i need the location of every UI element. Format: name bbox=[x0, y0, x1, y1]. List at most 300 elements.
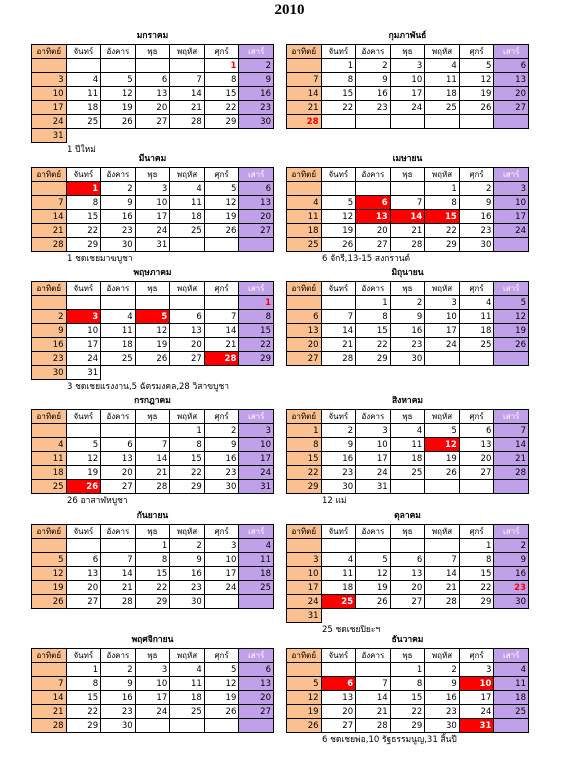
holiday-cell[interactable]: 14 bbox=[390, 210, 425, 224]
day-cell[interactable]: 6 bbox=[239, 182, 274, 196]
day-cell[interactable]: 30 bbox=[101, 238, 136, 252]
day-cell[interactable]: 2 bbox=[101, 663, 136, 677]
day-cell[interactable]: 4 bbox=[239, 539, 274, 553]
day-cell[interactable]: 5 bbox=[204, 182, 239, 196]
holiday-cell[interactable]: 25 bbox=[321, 595, 356, 609]
day-cell[interactable]: 5 bbox=[356, 553, 391, 567]
day-cell[interactable]: 6 bbox=[66, 553, 101, 567]
day-cell[interactable]: 23 bbox=[356, 101, 391, 115]
day-cell[interactable]: 25 bbox=[66, 115, 101, 129]
day-cell[interactable]: 29 bbox=[135, 595, 170, 609]
day-cell[interactable]: 23 bbox=[32, 352, 67, 366]
day-cell[interactable]: 19 bbox=[135, 338, 170, 352]
day-cell[interactable]: 15 bbox=[204, 87, 239, 101]
holiday-cell[interactable]: 15 bbox=[425, 210, 460, 224]
day-cell[interactable]: 19 bbox=[287, 705, 322, 719]
day-cell[interactable]: 19 bbox=[32, 581, 67, 595]
day-cell[interactable]: 22 bbox=[170, 466, 205, 480]
day-cell[interactable]: 8 bbox=[425, 196, 460, 210]
day-cell[interactable]: 14 bbox=[170, 87, 205, 101]
day-cell[interactable]: 20 bbox=[66, 581, 101, 595]
day-cell[interactable]: 7 bbox=[425, 553, 460, 567]
day-cell[interactable]: 11 bbox=[32, 452, 67, 466]
day-cell[interactable]: 27 bbox=[239, 705, 274, 719]
day-cell[interactable]: 19 bbox=[425, 452, 460, 466]
day-cell[interactable]: 9 bbox=[204, 438, 239, 452]
day-cell[interactable]: 11 bbox=[101, 324, 136, 338]
day-cell[interactable]: 7 bbox=[32, 196, 67, 210]
day-cell[interactable]: 15 bbox=[66, 691, 101, 705]
day-cell[interactable]: 18 bbox=[459, 324, 494, 338]
day-cell[interactable]: 17 bbox=[135, 691, 170, 705]
day-cell[interactable]: 15 bbox=[170, 452, 205, 466]
day-cell[interactable]: 6 bbox=[287, 310, 322, 324]
day-cell[interactable]: 13 bbox=[494, 73, 529, 87]
day-cell[interactable]: 24 bbox=[459, 705, 494, 719]
day-cell[interactable]: 21 bbox=[204, 338, 239, 352]
day-cell[interactable]: 15 bbox=[356, 324, 391, 338]
day-cell[interactable]: 28 bbox=[356, 719, 391, 733]
day-cell[interactable]: 13 bbox=[170, 324, 205, 338]
day-cell[interactable]: 10 bbox=[66, 324, 101, 338]
day-cell[interactable]: 26 bbox=[356, 595, 391, 609]
day-cell[interactable]: 27 bbox=[135, 115, 170, 129]
holiday-cell[interactable]: 1 bbox=[66, 182, 101, 196]
day-cell[interactable]: 4 bbox=[459, 296, 494, 310]
day-cell[interactable]: 1 bbox=[425, 182, 460, 196]
day-cell[interactable]: 14 bbox=[321, 324, 356, 338]
day-cell[interactable]: 24 bbox=[494, 224, 529, 238]
day-cell[interactable]: 3 bbox=[32, 73, 67, 87]
day-cell[interactable]: 19 bbox=[356, 581, 391, 595]
day-cell[interactable]: 25 bbox=[170, 224, 205, 238]
day-cell[interactable]: 9 bbox=[101, 196, 136, 210]
day-cell[interactable]: 25 bbox=[239, 581, 274, 595]
holiday-cell[interactable]: 5 bbox=[135, 310, 170, 324]
day-cell[interactable]: 19 bbox=[204, 691, 239, 705]
day-cell[interactable]: 26 bbox=[135, 352, 170, 366]
day-cell[interactable]: 24 bbox=[287, 595, 322, 609]
day-cell[interactable]: 26 bbox=[287, 719, 322, 733]
day-cell[interactable]: 6 bbox=[390, 553, 425, 567]
day-cell[interactable]: 9 bbox=[459, 196, 494, 210]
day-cell[interactable]: 21 bbox=[321, 338, 356, 352]
day-cell[interactable]: 26 bbox=[494, 338, 529, 352]
day-cell[interactable]: 30 bbox=[101, 719, 136, 733]
day-cell[interactable]: 14 bbox=[32, 691, 67, 705]
holiday-cell[interactable]: 10 bbox=[459, 677, 494, 691]
day-cell[interactable]: 24 bbox=[390, 101, 425, 115]
day-cell[interactable]: 19 bbox=[101, 101, 136, 115]
day-cell[interactable]: 7 bbox=[204, 310, 239, 324]
day-cell[interactable]: 8 bbox=[66, 196, 101, 210]
day-cell[interactable]: 27 bbox=[356, 238, 391, 252]
day-cell[interactable]: 21 bbox=[170, 101, 205, 115]
day-cell[interactable]: 23 bbox=[170, 581, 205, 595]
day-cell[interactable]: 9 bbox=[101, 677, 136, 691]
day-cell[interactable]: 7 bbox=[356, 677, 391, 691]
holiday-cell[interactable]: 6 bbox=[321, 677, 356, 691]
day-cell[interactable]: 18 bbox=[494, 691, 529, 705]
day-cell[interactable]: 20 bbox=[287, 338, 322, 352]
day-cell[interactable]: 30 bbox=[425, 719, 460, 733]
day-cell[interactable]: 18 bbox=[321, 581, 356, 595]
day-cell[interactable]: 15 bbox=[390, 691, 425, 705]
day-cell[interactable]: 17 bbox=[459, 691, 494, 705]
day-cell[interactable]: 12 bbox=[101, 87, 136, 101]
day-cell[interactable]: 5 bbox=[204, 663, 239, 677]
day-cell[interactable]: 25 bbox=[459, 338, 494, 352]
day-cell[interactable]: 21 bbox=[32, 224, 67, 238]
day-cell[interactable]: 9 bbox=[239, 73, 274, 87]
day-cell[interactable]: 2 bbox=[494, 539, 529, 553]
day-cell[interactable]: 22 bbox=[135, 581, 170, 595]
day-cell[interactable]: 12 bbox=[204, 677, 239, 691]
day-cell[interactable]: 13 bbox=[321, 691, 356, 705]
day-cell[interactable]: 20 bbox=[356, 224, 391, 238]
day-cell[interactable]: 14 bbox=[425, 567, 460, 581]
day-cell[interactable]: 11 bbox=[287, 210, 322, 224]
day-cell[interactable]: 10 bbox=[135, 196, 170, 210]
holiday-cell[interactable]: 31 bbox=[459, 719, 494, 733]
day-cell[interactable]: 20 bbox=[390, 581, 425, 595]
day-cell[interactable]: 8 bbox=[204, 73, 239, 87]
day-cell[interactable]: 7 bbox=[494, 424, 529, 438]
day-cell[interactable]: 10 bbox=[356, 438, 391, 452]
day-cell[interactable]: 22 bbox=[425, 224, 460, 238]
day-cell[interactable]: 30 bbox=[170, 595, 205, 609]
day-cell[interactable]: 28 bbox=[494, 466, 529, 480]
day-cell[interactable]: 21 bbox=[101, 581, 136, 595]
day-cell[interactable]: 4 bbox=[390, 424, 425, 438]
day-cell[interactable]: 27 bbox=[390, 595, 425, 609]
day-cell[interactable]: 3 bbox=[356, 424, 391, 438]
day-cell[interactable]: 22 bbox=[321, 101, 356, 115]
day-cell[interactable]: 23 bbox=[239, 101, 274, 115]
day-cell[interactable]: 8 bbox=[239, 310, 274, 324]
day-cell[interactable]: 25 bbox=[425, 101, 460, 115]
day-cell[interactable]: 13 bbox=[239, 677, 274, 691]
day-cell[interactable]: 6 bbox=[101, 438, 136, 452]
day-cell[interactable]: 13 bbox=[459, 438, 494, 452]
day-cell[interactable]: 29 bbox=[204, 115, 239, 129]
day-cell[interactable]: 8 bbox=[459, 553, 494, 567]
day-cell[interactable]: 24 bbox=[425, 338, 460, 352]
day-cell[interactable]: 17 bbox=[287, 581, 322, 595]
day-cell[interactable]: 23 bbox=[494, 581, 529, 595]
day-cell[interactable]: 16 bbox=[494, 567, 529, 581]
day-cell[interactable]: 4 bbox=[32, 438, 67, 452]
day-cell[interactable]: 26 bbox=[321, 238, 356, 252]
day-cell[interactable]: 19 bbox=[494, 324, 529, 338]
day-cell[interactable]: 28 bbox=[287, 115, 322, 129]
day-cell[interactable]: 20 bbox=[321, 705, 356, 719]
day-cell[interactable]: 11 bbox=[425, 73, 460, 87]
day-cell[interactable]: 4 bbox=[321, 553, 356, 567]
day-cell[interactable]: 7 bbox=[135, 438, 170, 452]
day-cell[interactable]: 9 bbox=[32, 324, 67, 338]
day-cell[interactable]: 7 bbox=[321, 310, 356, 324]
day-cell[interactable]: 8 bbox=[287, 438, 322, 452]
day-cell[interactable]: 27 bbox=[170, 352, 205, 366]
day-cell[interactable]: 7 bbox=[287, 73, 322, 87]
day-cell[interactable]: 21 bbox=[390, 224, 425, 238]
day-cell[interactable]: 15 bbox=[459, 567, 494, 581]
day-cell[interactable]: 2 bbox=[390, 296, 425, 310]
day-cell[interactable]: 9 bbox=[425, 677, 460, 691]
day-cell[interactable]: 7 bbox=[170, 73, 205, 87]
day-cell[interactable]: 17 bbox=[204, 567, 239, 581]
day-cell[interactable]: 19 bbox=[459, 87, 494, 101]
day-cell[interactable]: 27 bbox=[287, 352, 322, 366]
day-cell[interactable]: 12 bbox=[459, 73, 494, 87]
day-cell[interactable]: 6 bbox=[459, 424, 494, 438]
day-cell[interactable]: 10 bbox=[239, 438, 274, 452]
day-cell[interactable]: 1 bbox=[390, 663, 425, 677]
day-cell[interactable]: 24 bbox=[32, 115, 67, 129]
day-cell[interactable]: 18 bbox=[170, 691, 205, 705]
day-cell[interactable]: 22 bbox=[287, 466, 322, 480]
day-cell[interactable]: 21 bbox=[494, 452, 529, 466]
day-cell[interactable]: 3 bbox=[287, 553, 322, 567]
holiday-cell[interactable]: 3 bbox=[66, 310, 101, 324]
holiday-cell[interactable]: 26 bbox=[66, 480, 101, 494]
day-cell[interactable]: 20 bbox=[170, 338, 205, 352]
day-cell[interactable]: 25 bbox=[32, 480, 67, 494]
day-cell[interactable]: 2 bbox=[170, 539, 205, 553]
day-cell[interactable]: 11 bbox=[390, 438, 425, 452]
day-cell[interactable]: 27 bbox=[494, 101, 529, 115]
day-cell[interactable]: 18 bbox=[32, 466, 67, 480]
day-cell[interactable]: 22 bbox=[66, 224, 101, 238]
day-cell[interactable]: 31 bbox=[239, 480, 274, 494]
day-cell[interactable]: 2 bbox=[101, 182, 136, 196]
day-cell[interactable]: 3 bbox=[135, 182, 170, 196]
day-cell[interactable]: 18 bbox=[239, 567, 274, 581]
day-cell[interactable]: 30 bbox=[390, 352, 425, 366]
day-cell[interactable]: 8 bbox=[66, 677, 101, 691]
day-cell[interactable]: 14 bbox=[32, 210, 67, 224]
day-cell[interactable]: 28 bbox=[32, 719, 67, 733]
day-cell[interactable]: 14 bbox=[494, 438, 529, 452]
day-cell[interactable]: 18 bbox=[390, 452, 425, 466]
day-cell[interactable]: 18 bbox=[66, 101, 101, 115]
day-cell[interactable]: 8 bbox=[356, 310, 391, 324]
day-cell[interactable]: 13 bbox=[135, 87, 170, 101]
day-cell[interactable]: 16 bbox=[356, 87, 391, 101]
day-cell[interactable]: 11 bbox=[66, 87, 101, 101]
day-cell[interactable]: 29 bbox=[459, 595, 494, 609]
day-cell[interactable]: 18 bbox=[170, 210, 205, 224]
day-cell[interactable]: 10 bbox=[135, 677, 170, 691]
day-cell[interactable]: 22 bbox=[356, 338, 391, 352]
day-cell[interactable]: 24 bbox=[204, 581, 239, 595]
day-cell[interactable]: 9 bbox=[356, 73, 391, 87]
day-cell[interactable]: 16 bbox=[204, 452, 239, 466]
day-cell[interactable]: 16 bbox=[425, 691, 460, 705]
day-cell[interactable]: 22 bbox=[459, 581, 494, 595]
day-cell[interactable]: 6 bbox=[239, 663, 274, 677]
day-cell[interactable]: 14 bbox=[135, 452, 170, 466]
day-cell[interactable]: 28 bbox=[425, 595, 460, 609]
day-cell[interactable]: 28 bbox=[101, 595, 136, 609]
day-cell[interactable]: 20 bbox=[459, 452, 494, 466]
day-cell[interactable]: 4 bbox=[170, 663, 205, 677]
day-cell[interactable]: 1 bbox=[66, 663, 101, 677]
day-cell[interactable]: 13 bbox=[287, 324, 322, 338]
day-cell[interactable]: 30 bbox=[32, 366, 67, 380]
day-cell[interactable]: 8 bbox=[321, 73, 356, 87]
day-cell[interactable]: 18 bbox=[101, 338, 136, 352]
day-cell[interactable]: 4 bbox=[66, 73, 101, 87]
day-cell[interactable]: 29 bbox=[170, 480, 205, 494]
day-cell[interactable]: 21 bbox=[425, 581, 460, 595]
day-cell[interactable]: 1 bbox=[204, 59, 239, 73]
day-cell[interactable]: 20 bbox=[135, 101, 170, 115]
day-cell[interactable]: 25 bbox=[170, 705, 205, 719]
day-cell[interactable]: 3 bbox=[135, 663, 170, 677]
day-cell[interactable]: 1 bbox=[459, 539, 494, 553]
day-cell[interactable]: 8 bbox=[170, 438, 205, 452]
day-cell[interactable]: 7 bbox=[32, 677, 67, 691]
day-cell[interactable]: 30 bbox=[321, 480, 356, 494]
day-cell[interactable]: 19 bbox=[204, 210, 239, 224]
day-cell[interactable]: 12 bbox=[135, 324, 170, 338]
day-cell[interactable]: 11 bbox=[494, 677, 529, 691]
day-cell[interactable]: 24 bbox=[66, 352, 101, 366]
day-cell[interactable]: 24 bbox=[135, 224, 170, 238]
day-cell[interactable]: 20 bbox=[494, 87, 529, 101]
day-cell[interactable]: 22 bbox=[204, 101, 239, 115]
day-cell[interactable]: 14 bbox=[356, 691, 391, 705]
day-cell[interactable]: 27 bbox=[239, 224, 274, 238]
day-cell[interactable]: 23 bbox=[101, 224, 136, 238]
day-cell[interactable]: 11 bbox=[170, 196, 205, 210]
day-cell[interactable]: 24 bbox=[135, 705, 170, 719]
day-cell[interactable]: 20 bbox=[101, 466, 136, 480]
day-cell[interactable]: 3 bbox=[494, 182, 529, 196]
day-cell[interactable]: 30 bbox=[459, 238, 494, 252]
day-cell[interactable]: 31 bbox=[287, 609, 322, 623]
holiday-cell[interactable]: 13 bbox=[356, 210, 391, 224]
day-cell[interactable]: 14 bbox=[204, 324, 239, 338]
day-cell[interactable]: 25 bbox=[390, 466, 425, 480]
day-cell[interactable]: 3 bbox=[459, 663, 494, 677]
day-cell[interactable]: 25 bbox=[494, 705, 529, 719]
day-cell[interactable]: 20 bbox=[239, 210, 274, 224]
day-cell[interactable]: 29 bbox=[239, 352, 274, 366]
day-cell[interactable]: 1 bbox=[321, 59, 356, 73]
day-cell[interactable]: 9 bbox=[390, 310, 425, 324]
day-cell[interactable]: 9 bbox=[170, 553, 205, 567]
day-cell[interactable]: 16 bbox=[321, 452, 356, 466]
day-cell[interactable]: 28 bbox=[390, 238, 425, 252]
day-cell[interactable]: 27 bbox=[321, 719, 356, 733]
day-cell[interactable]: 17 bbox=[239, 452, 274, 466]
day-cell[interactable]: 25 bbox=[287, 238, 322, 252]
day-cell[interactable]: 9 bbox=[321, 438, 356, 452]
day-cell[interactable]: 21 bbox=[135, 466, 170, 480]
day-cell[interactable]: 10 bbox=[390, 73, 425, 87]
day-cell[interactable]: 11 bbox=[321, 567, 356, 581]
day-cell[interactable]: 26 bbox=[459, 101, 494, 115]
day-cell[interactable]: 31 bbox=[356, 480, 391, 494]
day-cell[interactable]: 16 bbox=[459, 210, 494, 224]
day-cell[interactable]: 12 bbox=[494, 310, 529, 324]
day-cell[interactable]: 10 bbox=[425, 310, 460, 324]
day-cell[interactable]: 10 bbox=[204, 553, 239, 567]
day-cell[interactable]: 26 bbox=[425, 466, 460, 480]
day-cell[interactable]: 15 bbox=[239, 324, 274, 338]
day-cell[interactable]: 5 bbox=[101, 73, 136, 87]
day-cell[interactable]: 11 bbox=[239, 553, 274, 567]
day-cell[interactable]: 15 bbox=[135, 567, 170, 581]
day-cell[interactable]: 3 bbox=[239, 424, 274, 438]
day-cell[interactable]: 4 bbox=[170, 182, 205, 196]
day-cell[interactable]: 6 bbox=[170, 310, 205, 324]
day-cell[interactable]: 3 bbox=[204, 539, 239, 553]
day-cell[interactable]: 12 bbox=[321, 210, 356, 224]
day-cell[interactable]: 27 bbox=[101, 480, 136, 494]
day-cell[interactable]: 29 bbox=[287, 480, 322, 494]
day-cell[interactable]: 22 bbox=[390, 705, 425, 719]
day-cell[interactable]: 1 bbox=[356, 296, 391, 310]
day-cell[interactable]: 25 bbox=[101, 352, 136, 366]
day-cell[interactable]: 4 bbox=[101, 310, 136, 324]
day-cell[interactable]: 8 bbox=[390, 677, 425, 691]
day-cell[interactable]: 19 bbox=[66, 466, 101, 480]
day-cell[interactable]: 5 bbox=[321, 196, 356, 210]
day-cell[interactable]: 13 bbox=[66, 567, 101, 581]
day-cell[interactable]: 2 bbox=[459, 182, 494, 196]
day-cell[interactable]: 23 bbox=[425, 705, 460, 719]
day-cell[interactable]: 11 bbox=[459, 310, 494, 324]
day-cell[interactable]: 14 bbox=[101, 567, 136, 581]
day-cell[interactable]: 13 bbox=[101, 452, 136, 466]
day-cell[interactable]: 12 bbox=[356, 567, 391, 581]
day-cell[interactable]: 10 bbox=[494, 196, 529, 210]
day-cell[interactable]: 1 bbox=[239, 296, 274, 310]
day-cell[interactable]: 30 bbox=[204, 480, 239, 494]
day-cell[interactable]: 5 bbox=[459, 59, 494, 73]
day-cell[interactable]: 5 bbox=[32, 553, 67, 567]
day-cell[interactable]: 17 bbox=[390, 87, 425, 101]
day-cell[interactable]: 2 bbox=[425, 663, 460, 677]
day-cell[interactable]: 26 bbox=[204, 705, 239, 719]
day-cell[interactable]: 31 bbox=[66, 366, 101, 380]
day-cell[interactable]: 16 bbox=[101, 210, 136, 224]
day-cell[interactable]: 15 bbox=[66, 210, 101, 224]
day-cell[interactable]: 21 bbox=[287, 101, 322, 115]
day-cell[interactable]: 10 bbox=[32, 87, 67, 101]
day-cell[interactable]: 17 bbox=[425, 324, 460, 338]
day-cell[interactable]: 16 bbox=[101, 691, 136, 705]
day-cell[interactable]: 15 bbox=[321, 87, 356, 101]
day-cell[interactable]: 2 bbox=[204, 424, 239, 438]
day-cell[interactable]: 17 bbox=[356, 452, 391, 466]
day-cell[interactable]: 29 bbox=[66, 719, 101, 733]
holiday-cell[interactable]: 6 bbox=[356, 196, 391, 210]
day-cell[interactable]: 5 bbox=[66, 438, 101, 452]
day-cell[interactable]: 19 bbox=[321, 224, 356, 238]
day-cell[interactable]: 24 bbox=[356, 466, 391, 480]
day-cell[interactable]: 2 bbox=[321, 424, 356, 438]
day-cell[interactable]: 12 bbox=[204, 196, 239, 210]
day-cell[interactable]: 16 bbox=[239, 87, 274, 101]
day-cell[interactable]: 3 bbox=[425, 296, 460, 310]
day-cell[interactable]: 24 bbox=[239, 466, 274, 480]
day-cell[interactable]: 22 bbox=[66, 705, 101, 719]
